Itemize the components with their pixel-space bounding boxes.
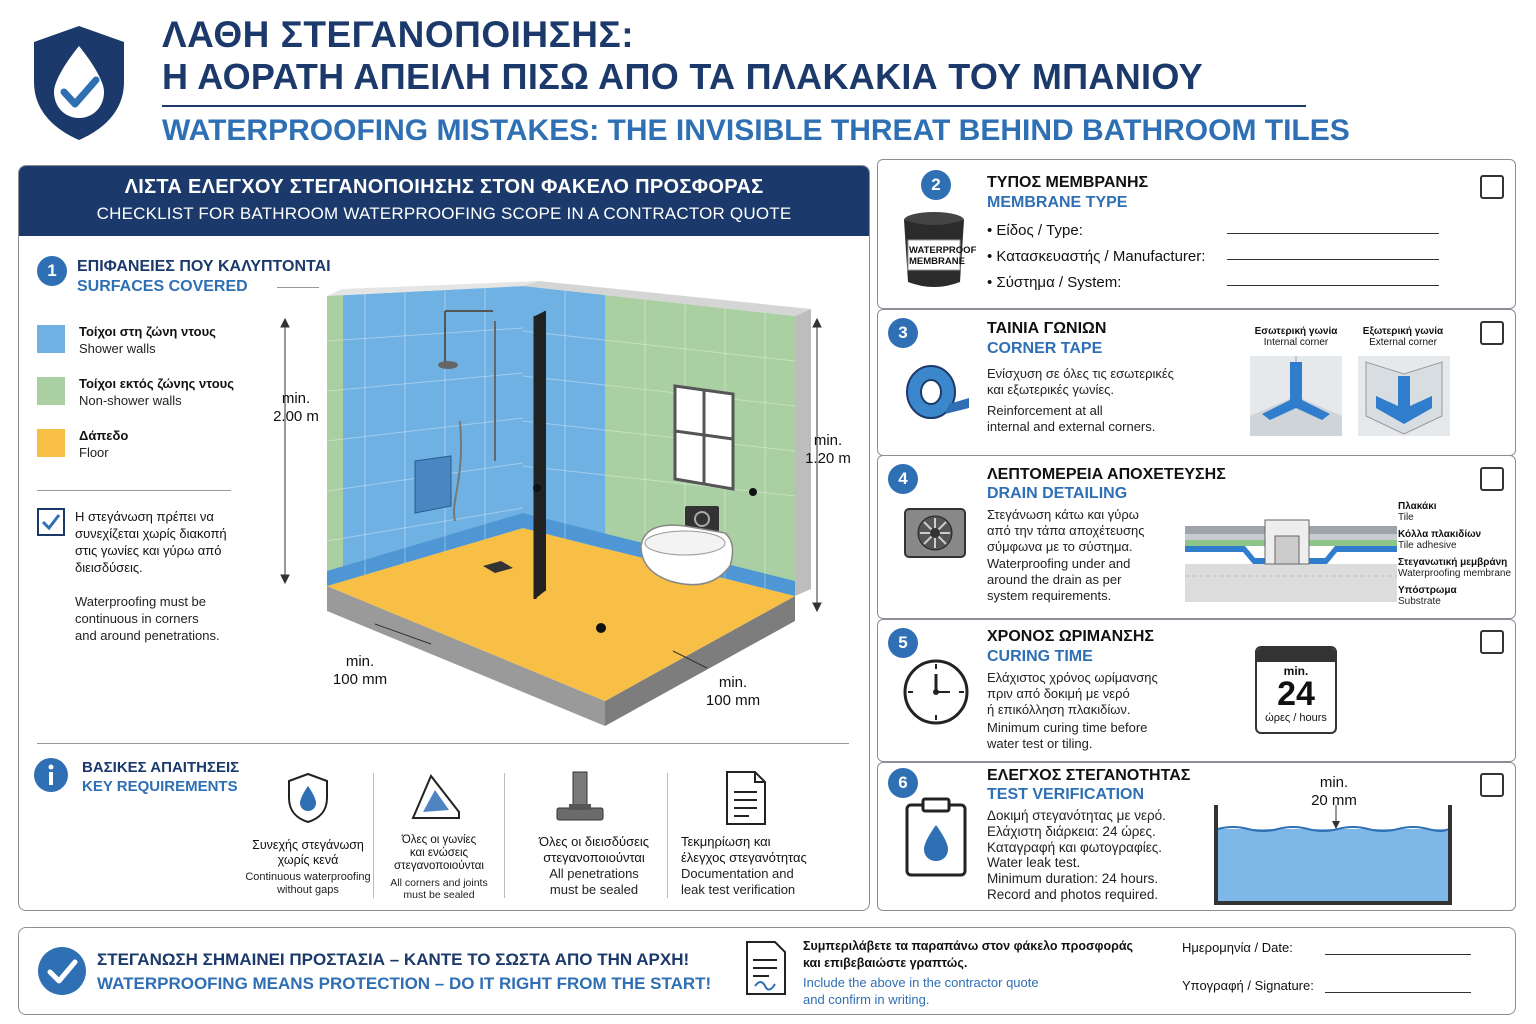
curing-title-english: CURING TIME <box>987 648 1093 665</box>
divider <box>37 743 849 744</box>
internal-corner-diagram <box>1250 356 1342 436</box>
legend-swatch-non-shower-walls <box>37 377 65 405</box>
legend-label-english: Floor <box>79 445 109 460</box>
corner-tape-section <box>877 309 1516 456</box>
drain-cross-section-diagram <box>1185 516 1397 602</box>
requirement-penetrations: Όλες οι διεισδύσεις στεγανοποιούνται All penetrations must be sealed <box>538 834 650 897</box>
membrane-title-english: MEMBRANE TYPE <box>987 194 1128 211</box>
external-corner-label: Εξωτερική γωνία External corner <box>1362 326 1444 348</box>
curing-title-greek: ΧΡΟΝΟΣ ΩΡΙΜΑΝΣΗΣ <box>987 628 1154 645</box>
corner-seal-icon <box>409 772 463 824</box>
requirement-continuous: Συνεχής στεγάνωση χωρίς κενά Continuous waterproofing without gaps <box>245 838 371 896</box>
drain-text-greek: Στεγάνωση κάτω και γύρω από την τάπα αποχέτευσης σύμφωνα με το σύστημα. <box>987 507 1145 554</box>
section-number-1: 1 <box>37 256 67 286</box>
surfaces-title-greek: ΕΠΙΦΑΝΕΙΕΣ ΠΟΥ ΚΑΛΥΠΤΟΝΤΑΙ <box>77 258 331 275</box>
external-corner-diagram <box>1358 356 1450 436</box>
test-verification-section <box>877 762 1516 911</box>
surfaces-title-english: SURFACES COVERED <box>77 278 248 295</box>
key-requirements-title-english: KEY REQUIREMENTS <box>82 778 238 795</box>
check-circle-icon <box>37 946 87 996</box>
clock-icon <box>902 658 970 726</box>
test-text-greek: Δοκιμή στεγανότητας με νερό. Ελάχιστη διάρκεια: 24 ώρες. Καταγραφή και φωτογραφίες. <box>987 808 1166 855</box>
checklist-panel <box>18 165 870 911</box>
test-checkbox[interactable] <box>1480 773 1504 797</box>
legend-swatch-floor <box>37 429 65 457</box>
footer-slogan-english: WATERPROOFING MEANS PROTECTION – DO IT RIGHT FROM THE START! <box>97 974 712 993</box>
section-number-4: 4 <box>888 464 918 494</box>
section-number-5: 5 <box>888 628 918 658</box>
membrane-checkbox[interactable] <box>1480 175 1504 199</box>
drain-title-english: DRAIN DETAILING <box>987 485 1128 502</box>
membrane-type-section <box>877 159 1516 309</box>
corner-tape-checkbox[interactable] <box>1480 321 1504 345</box>
dimension-wall-height: min. 1.20 m <box>805 432 851 467</box>
title-divider <box>162 105 1306 107</box>
drain-title-greek: ΛΕΠΤΟΜΕΡΕΙΑ ΑΠΟΧΕΤΕΥΣΗΣ <box>987 466 1226 483</box>
drain-detailing-section <box>877 455 1516 619</box>
test-title-greek: ΕΛΕΓΧΟΣ ΣΤΕΓΑΝΟΤΗΤΑΣ <box>987 767 1191 784</box>
dimension-shower-height: min. 2.00 m <box>273 390 319 425</box>
document-icon <box>723 770 769 826</box>
type-field-line[interactable] <box>1227 233 1439 234</box>
footer-slogan-greek: ΣΤΕΓΑΝΩΣΗ ΣΗΜΑΙΝΕΙ ΠΡΟΣΤΑΣΙΑ – ΚΑΝΤΕ ΤΟ ΣΩΣΤΑ ΑΠΟ ΤΗΝ ΑΡΧΗ! <box>97 950 690 969</box>
curing-text-english: Minimum curing time before water test or tiling. <box>987 720 1148 751</box>
divider <box>37 490 231 491</box>
membrane-fields: • Είδος / Type: • Κατασκευαστής / Manufacturer: • Σύστημα / System: <box>987 222 1206 291</box>
shield-drop-icon <box>30 24 128 142</box>
continuity-note-greek: Η στεγάνωση πρέπει να συνεχίζεται χωρίς διακοπή στις γωνίες και γύρω από διεισδύσεις. <box>75 509 227 575</box>
system-field-line[interactable] <box>1227 285 1439 286</box>
requirement-corners: Όλες οι γωνίες και ενώσεις στεγανοποιούνται All corners and joints must be sealed <box>390 834 488 901</box>
date-field-line[interactable] <box>1325 954 1471 955</box>
footer-include-greek: Συμπεριλάβετε τα παραπάνω στον φάκελο προσφοράς και επιβεβαιώστε γραπτώς. <box>803 939 1134 970</box>
clipboard-drop-icon <box>905 797 967 877</box>
corner-tape-title-greek: ΤΑΙΝΙΑ ΓΩΝΙΩΝ <box>987 320 1107 337</box>
page-title-greek-line1: ΛΑΘΗ ΣΤΕΓΑΝΟΠΟΙΗΣΗΣ: <box>162 14 635 55</box>
date-label: Ημερομηνία / Date: <box>1182 940 1293 955</box>
test-text-english: Water leak test. Minimum duration: 24 hours. Record and photos required. <box>987 855 1159 902</box>
section-number-2: 2 <box>921 170 951 200</box>
legend-swatch-shower-walls <box>37 325 65 353</box>
requirement-documentation: Τεκμηρίωση και έλεγχος στεγανότητας Documentation and leak test verification <box>681 834 807 897</box>
continuity-note-english: Waterproofing must be continuous in corners and around penetrations. <box>75 594 220 643</box>
internal-corner-label: Εσωτερική γωνία Internal corner <box>1254 326 1338 348</box>
signed-document-icon <box>743 940 789 998</box>
dimension-upturn-right: min. 100 mm <box>705 674 761 709</box>
legend-label-english: Shower walls <box>79 341 156 356</box>
membrane-title-greek: ΤΥΠΟΣ ΜΕΜΒΡΑΝΗΣ <box>987 174 1149 191</box>
tape-roll-icon <box>905 362 971 422</box>
drain-checkbox[interactable] <box>1480 467 1504 491</box>
signature-label: Υπογραφή / Signature: <box>1182 978 1314 993</box>
info-icon <box>34 758 68 792</box>
manufacturer-field-line[interactable] <box>1227 259 1439 260</box>
checklist-title-english: CHECKLIST FOR BATHROOM WATERPROOFING SCOPE IN A CONTRACTOR QUOTE <box>96 204 792 223</box>
checklist-title-greek: ΛΙΣΤΑ ΕΛΕΓΧΟΥ ΣΤΕΓΑΝΟΠΟΙΗΣΗΣ ΣΤΟΝ ΦΑΚΕΛΟ ΠΡΟΣΦΟΡΑΣ <box>124 176 764 198</box>
legend-label-greek: Τοίχοι στη ζώνη ντους <box>79 324 216 339</box>
page-title-greek-line2: Η ΑΟΡΑΤΗ ΑΠΕΙΛΗ ΠΙΣΩ ΑΠΟ ΤΑ ΠΛΑΚΑΚΙΑ ΤΟΥ ΜΠΑΝΙΟΥ <box>162 56 1203 97</box>
calendar-icon: min. 24 ώρες / hours <box>1255 646 1337 734</box>
test-title-english: TEST VERIFICATION <box>987 786 1145 803</box>
drain-layer-labels: Πλακάκι Tile Κόλλα πλακιδίων Tile adhesive Στεγανωτική μεμβράνη Waterproofing membrane Υπόστρωμα Substrate <box>1398 501 1512 607</box>
legend-label-greek: Τοίχοι εκτός ζώνης ντους <box>79 376 234 391</box>
curing-time-section <box>877 619 1516 762</box>
corner-tape-title-english: CORNER TAPE <box>987 340 1103 357</box>
checkbox-checked-icon <box>37 508 65 536</box>
water-test-tank-diagram <box>1213 801 1453 905</box>
corner-tape-text-english: Reinforcement at all internal and external corners. <box>987 403 1156 434</box>
corner-tape-text-greek: Ενίσχυση σε όλες τις εσωτερικές και εξωτερικές γωνίες. <box>987 366 1174 397</box>
drain-grate-icon <box>904 508 966 558</box>
section-number-3: 3 <box>888 318 918 348</box>
bucket-label: WATERPROOF MEMBRANE <box>909 245 977 267</box>
legend-label-english: Non-shower walls <box>79 393 182 408</box>
water-depth-label: min. 20 mm <box>1311 774 1357 809</box>
legend-label-greek: Δάπεδο <box>79 428 129 443</box>
section-number-6: 6 <box>888 768 918 798</box>
key-requirements-title-greek: ΒΑΣΙΚΕΣ ΑΠΑΙΤΗΣΕΙΣ <box>82 759 240 776</box>
dimension-upturn-left: min. 100 mm <box>332 653 388 688</box>
shield-drop-icon <box>287 772 329 824</box>
footer-include-english: Include the above in the contractor quote and confirm in writing. <box>803 975 1039 1007</box>
curing-text-greek: Ελάχιστος χρόνος ωρίμανσης πριν από δοκιμή με νερό ή επικόλληση πλακιδίων. <box>987 670 1158 717</box>
pipe-penetration-icon <box>555 770 605 824</box>
signature-field-line[interactable] <box>1325 992 1471 993</box>
footer-banner <box>18 927 1516 1015</box>
curing-checkbox[interactable] <box>1480 630 1504 654</box>
page-title-english: WATERPROOFING MISTAKES: THE INVISIBLE THREAT BEHIND BATHROOM TILES <box>162 114 1350 147</box>
checklist-banner <box>19 166 869 236</box>
drain-text-english: Waterproofing under and around the drain as per system requirements. <box>987 556 1131 603</box>
